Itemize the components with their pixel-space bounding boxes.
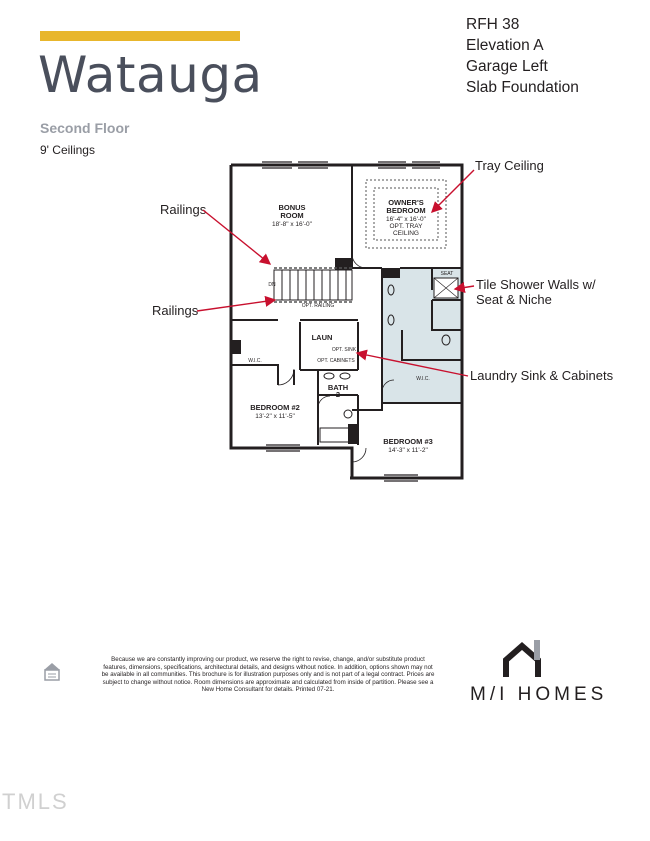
room-label-bedroom3: BEDROOM #3	[383, 437, 433, 446]
column	[382, 268, 400, 278]
house-roof-icon	[506, 640, 540, 677]
room-dims-bonus: 18'-8" x 16'-0"	[272, 221, 312, 228]
spec-line: Slab Foundation	[466, 79, 579, 96]
spec-line: Garage Left	[466, 58, 548, 75]
opt-railing-label: OPT. RAILING	[301, 303, 335, 309]
room-label-bonus: BONUS	[278, 203, 306, 212]
room-label-bedroom2: BEDROOM #2	[250, 403, 300, 412]
sink	[324, 373, 334, 379]
callout-railings-top: Railings	[160, 202, 207, 217]
room-dims-owners: 16'-4" x 16'-0"	[386, 216, 426, 223]
wic-label-owner: W.I.C.	[416, 376, 430, 382]
callout-tile-shower-2: Seat & Niche	[476, 292, 552, 307]
spec-line: RFH 38	[466, 16, 520, 33]
spec-line: Elevation A	[466, 37, 544, 54]
disclaimer-text: Because we are constantly improving our product, we reserve the right to revise, change, and/or substitute product features, dimensions, specifications, architectural details, and designs without notice. In addition, options shown may not be available in all communities. This brochure is for illustration purposes only and is not part of a legal contract. Prices are subject to change without notice. Room dimensions are approximate and calculated from inside of partition. Please see a New Home Consultant for details. Printed 07-21.	[101, 656, 435, 694]
plan-title: Watauga	[38, 46, 263, 104]
room-label-bath2-num: 2	[335, 390, 341, 399]
callout-railings-bottom: Railings	[152, 303, 199, 318]
stairs	[274, 270, 352, 300]
owners-opt-2: CEILING	[392, 230, 420, 237]
seat-label: SEAT	[440, 271, 454, 277]
equal-housing-icon	[44, 663, 60, 680]
room-label-bath2: BATH	[327, 383, 349, 392]
floor-label: Second Floor	[40, 120, 130, 136]
ceilings-note: 9' Ceilings	[40, 143, 95, 157]
laun-opt-cabinets: OPT. CABINETS	[317, 358, 355, 364]
watermark: TMLS	[2, 789, 69, 814]
toilet	[344, 410, 352, 418]
wic-label-small: W.I.C.	[248, 358, 262, 364]
room-label-laun: LAUN	[311, 333, 333, 342]
room-dims-bedroom2: 13'-2" x 11'-5"	[255, 413, 295, 420]
callout-laundry-sink: Laundry Sink & Cabinets	[470, 368, 614, 383]
callout-tray-ceiling: Tray Ceiling	[475, 158, 544, 173]
column	[231, 340, 241, 354]
room-label-owners-2: BEDROOM	[386, 206, 426, 215]
column	[348, 424, 358, 444]
room-label-bonus-2: ROOM	[280, 211, 304, 220]
brand-name: M/I HOMES	[470, 684, 608, 705]
dn-label: DN	[268, 282, 276, 288]
laun-opt-sink: OPT. SINK	[331, 347, 357, 353]
owners-opt-1: OPT. TRAY	[389, 223, 423, 230]
room-dims-bedroom3: 14'-3" x 11'-2"	[388, 447, 428, 454]
sink	[340, 373, 350, 379]
room-label-owners: OWNER'S	[388, 198, 424, 207]
callout-tile-shower: Tile Shower Walls w/	[476, 277, 596, 292]
